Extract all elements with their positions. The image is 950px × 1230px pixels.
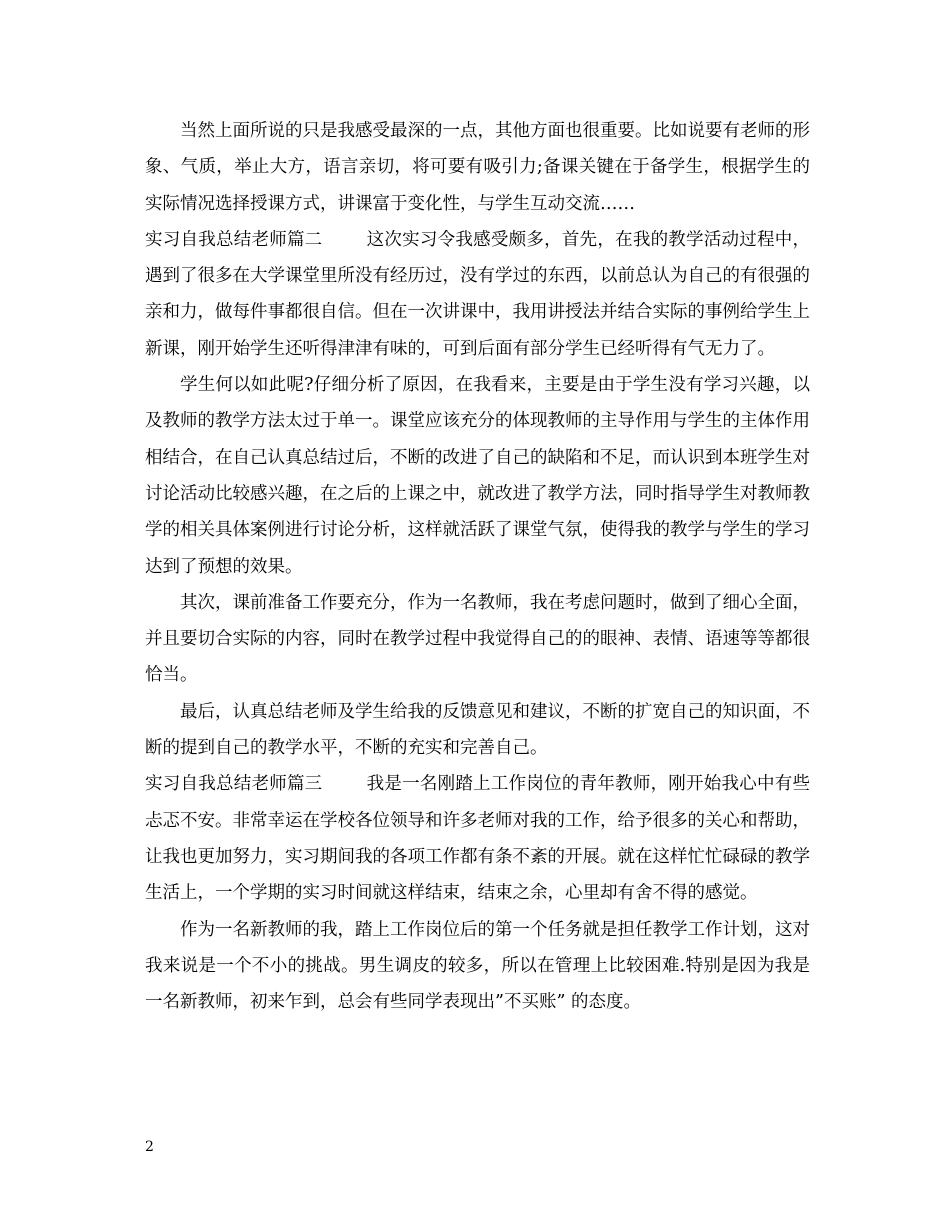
- paragraph-6-text: 我是一名刚踏上工作岗位的青年教师，刚开始我心中有些忐忑不安。非常幸运在学校各位领导和许多老师对我的工作，给予很多的关心和帮助，让我也更加努力，实习期间我的各项工作都有条不紊的开展。就在这样忙忙碌碌的教学生活上，一个学期的实习时间就这样结束，结束之余，心里却有舍不得的感觉。: [145, 774, 811, 904]
- paragraph-4: 其次，课前准备工作要充分，作为一名教师，我在考虑问题时，做到了细心全面，并且要切合实际的内容，同时在教学过程中我觉得自己的的眼神、表情、语速等等都很恰当。: [145, 592, 810, 686]
- paragraph-2: [145, 222, 810, 367]
- paragraph-1: 当然上面所说的只是我感受最深的一点，其他方面也很重要。比如说要有老师的形象、气质，举止大方，语言亲切，将可要有吸引力;备课关键在于备学生，根据学生的实际情况选择授课方式，讲课富于变化性，与学生互动交流……: [145, 121, 810, 214]
- section-heading-3: 实习自我总结老师篇三: [145, 774, 323, 795]
- paragraph-7: 作为一名新教师的我，踏上工作岗位后的第一个任务就是担任教学工作计划，这对我来说是一个不小的挑战。男生调皮的较多，所以在管理上比较困难.特别是因为我是一名新教师，初来乍到，总会有些同学表现出”不买账” 的态度。: [145, 919, 810, 1013]
- paragraph-3: 学生何以如此呢?仔细分析了原因，在我看来，主要是由于学生没有学习兴趣，以及教师的教学方法太过于单一。课堂应该充分的体现教师的主导作用与学生的主体作用相结合，在自己认真总结过后，不断的改进了自己的缺陷和不足，而认识到本班学生对讨论活动比较感兴趣，在之后的上课之中，就改进了教学方法，同时指导学生对教师教学的相关具体案例进行讨论分析，这样就活跃了课堂气氛，使得我的教学与学生的学习达到了预想的效果。: [145, 375, 810, 577]
- page-number: 2: [145, 1139, 154, 1155]
- paragraph-2-text: 这次实习令我感受颇多，首先，在我的教学活动过程中，遇到了很多在大学课堂里所没有经历过，没有学过的东西，以前总认为自己的有很强的亲和力，做每件事都很自信。但在一次讲课中，我用讲授法并结合实际的事例给学生上新课，刚开始学生还听得津津有味的，可到后面有部分学生已经听得有气无力了。: [145, 229, 811, 359]
- paragraph-5: 最后，认真总结老师及学生给我的反馈意见和建议，不断的扩宽自己的知识面，不断的提到自己的教学水平，不断的充实和完善自己。: [145, 701, 810, 759]
- section-heading-2: 实习自我总结老师篇二: [145, 229, 323, 250]
- paragraph-6: [145, 766, 810, 911]
- document-body: [145, 113, 810, 1020]
